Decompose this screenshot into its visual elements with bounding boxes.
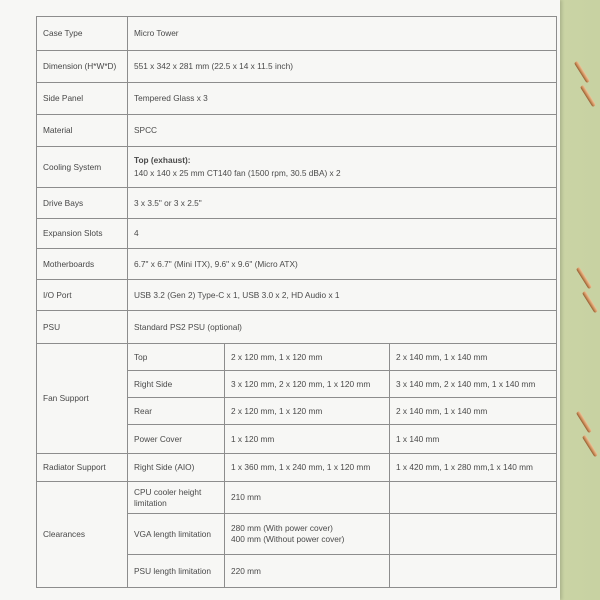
spec-key: PSU <box>37 311 128 344</box>
spec-row <box>37 280 557 311</box>
spec-table <box>36 16 557 588</box>
spec-key: I/O Port <box>37 280 128 311</box>
spec-value: SPCC <box>128 115 557 147</box>
spec-value: 3 x 3.5" or 3 x 2.5" <box>128 188 557 219</box>
radiator-row <box>37 454 557 482</box>
spec-value: 6.7" x 6.7" (Mini ITX), 9.6" x 9.6" (Micro ATX) <box>128 249 557 280</box>
fan-position: Rear <box>128 398 225 425</box>
spec-key: Case Type <box>37 17 128 51</box>
clearance-empty <box>390 514 557 555</box>
spec-key: Side Panel <box>37 83 128 115</box>
spec-key: Dimension (H*W*D) <box>37 51 128 83</box>
spec-key: Cooling System <box>37 147 128 188</box>
fan-position: Right Side <box>128 371 225 398</box>
clearance-item: PSU length limitation <box>128 555 225 588</box>
fan-value-120: 2 x 120 mm, 1 x 120 mm <box>225 344 390 371</box>
spec-row <box>37 17 557 51</box>
spec-key: Expansion Slots <box>37 219 128 249</box>
fan-position: Power Cover <box>128 425 225 454</box>
spec-value: 4 <box>128 219 557 249</box>
fan-value-140: 3 x 140 mm, 2 x 140 mm, 1 x 140 mm <box>390 371 557 398</box>
radiator-position: Right Side (AIO) <box>128 454 225 482</box>
spec-row <box>37 147 557 188</box>
spec-value: USB 3.2 (Gen 2) Type-C x 1, USB 3.0 x 2, HD Audio x 1 <box>128 280 557 311</box>
fan-value-140: 2 x 140 mm, 1 x 140 mm <box>390 344 557 371</box>
spec-row <box>37 51 557 83</box>
fan-value-140: 1 x 140 mm <box>390 425 557 454</box>
spec-row <box>37 83 557 115</box>
spec-value: 551 x 342 x 281 mm (22.5 x 14 x 11.5 inch) <box>128 51 557 83</box>
spec-value <box>128 147 557 188</box>
fan-value-140: 2 x 140 mm, 1 x 140 mm <box>390 398 557 425</box>
vga-with-cover: 280 mm (With power cover) <box>231 523 333 534</box>
spec-row <box>37 249 557 280</box>
spec-key: Drive Bays <box>37 188 128 219</box>
spec-row <box>37 311 557 344</box>
clearance-value: 220 mm <box>225 555 390 588</box>
spec-value: Standard PS2 PSU (optional) <box>128 311 557 344</box>
spec-row <box>37 115 557 147</box>
clearance-row <box>37 482 557 514</box>
clearance-value <box>225 514 390 555</box>
fan-support-label: Fan Support <box>37 344 128 454</box>
spec-key: Material <box>37 115 128 147</box>
spec-value: Micro Tower <box>128 17 557 51</box>
cooling-value: 140 x 140 x 25 mm CT140 fan (1500 rpm, 30.5 dBA) x 2 <box>134 168 341 178</box>
spec-row <box>37 188 557 219</box>
radiator-value-120: 1 x 360 mm, 1 x 240 mm, 1 x 120 mm <box>225 454 390 482</box>
clearance-empty <box>390 555 557 588</box>
clearance-item: VGA length limitation <box>128 514 225 555</box>
fan-value-120: 1 x 120 mm <box>225 425 390 454</box>
clearance-empty <box>390 482 557 514</box>
spec-row <box>37 219 557 249</box>
fan-position: Top <box>128 344 225 371</box>
fan-row <box>37 344 557 371</box>
fan-value-120: 3 x 120 mm, 2 x 120 mm, 1 x 120 mm <box>225 371 390 398</box>
clearance-item: CPU cooler height limitation <box>128 482 225 514</box>
spec-value: Tempered Glass x 3 <box>128 83 557 115</box>
clearances-label: Clearances <box>37 482 128 588</box>
cooling-title: Top (exhaust): <box>134 155 191 166</box>
clearance-value: 210 mm <box>225 482 390 514</box>
fan-value-120: 2 x 120 mm, 1 x 120 mm <box>225 398 390 425</box>
vga-without-cover: 400 mm (Without power cover) <box>231 534 345 544</box>
radiator-support-label: Radiator Support <box>37 454 128 482</box>
spec-key: Motherboards <box>37 249 128 280</box>
radiator-value-140: 1 x 420 mm, 1 x 280 mm,1 x 140 mm <box>390 454 557 482</box>
